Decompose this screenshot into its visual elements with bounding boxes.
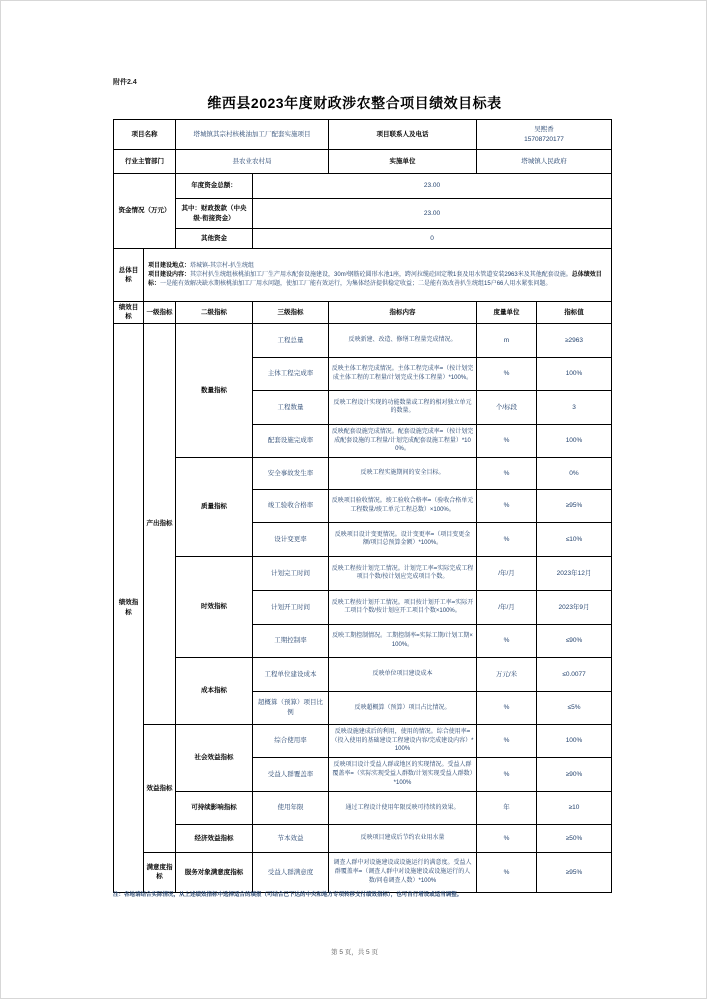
footnote: 注：各地请结合实际情况，从上述绩效指标中选择适合的填报（可结合已下达的中央和地方专项转移支付绩效指标），也可自行增设或适当调整。 xyxy=(113,892,463,898)
table-row xyxy=(114,852,612,892)
impl-unit-label: 实施单位 xyxy=(329,150,477,174)
indicator-name: 使用年限 xyxy=(253,791,329,824)
level2-timeliness: 时效指标 xyxy=(176,556,253,657)
overall-loc-label: 项目建设地点： xyxy=(148,262,191,269)
indicator-content: 反映工程按计划开工情况。项目按计划开工率=实际开工项目个数/按计划应开工项目个数×100%。 xyxy=(329,590,477,624)
funding-other-value: 0 xyxy=(253,229,612,249)
table-row xyxy=(114,556,612,590)
indicator-unit: % xyxy=(477,724,537,757)
header-perf-goal: 绩效目标 xyxy=(114,302,144,324)
overall-perf-goal-label: 总体绩效目标： xyxy=(148,271,602,287)
level2-cost: 成本指标 xyxy=(176,657,253,724)
page-title: 维西县2023年度财政涉农整合项目绩效目标表 xyxy=(207,95,502,111)
indicator-content: 反映工程实施期间的安全目标。 xyxy=(329,457,477,489)
indicator-unit: % xyxy=(477,757,537,791)
funding-other-label: 其他资金 xyxy=(176,229,253,249)
indicator-name: 竣工验收合格率 xyxy=(253,489,329,522)
indicator-unit: % xyxy=(477,522,537,556)
indicator-content: 反映新建、改造、修缮工程量完成情况。 xyxy=(329,323,477,357)
header-unit: 度量单位 xyxy=(477,302,537,324)
contact-value xyxy=(477,120,612,150)
indicator-unit: % xyxy=(477,691,537,724)
table-row xyxy=(114,724,612,757)
indicator-unit: 年 xyxy=(477,791,537,824)
indicator-name: 设计变更率 xyxy=(253,522,329,556)
perf-left-label: 绩效指标 xyxy=(114,323,144,892)
level2-economic-benefit: 经济效益指标 xyxy=(176,824,253,852)
contact-phone: 15708720177 xyxy=(524,135,564,143)
indicator-value: ≤0.0077 xyxy=(537,657,612,691)
indicator-name: 工程单位建设成本 xyxy=(253,657,329,691)
indicator-content: 反映超概算（预算）项目占比情况。 xyxy=(329,691,477,724)
indicator-unit: % xyxy=(477,624,537,657)
indicator-content: 反映主体工程完成情况。主体工程完成率=（按计划完成主体工程的工程量/计划完成主体工程量）*100%。 xyxy=(329,357,477,390)
level2-sustainability: 可持续影响指标 xyxy=(176,791,253,824)
dept-value: 县农业农村局 xyxy=(176,150,329,174)
funding-total-label: 年度资金总额： xyxy=(176,174,253,199)
indicator-value: ≤5% xyxy=(537,691,612,724)
indicator-name: 计划完工时间 xyxy=(253,556,329,590)
indicator-name: 主体工程完成率 xyxy=(253,357,329,390)
impl-unit-value: 塔城镇人民政府 xyxy=(477,150,612,174)
table-row xyxy=(114,824,612,852)
indicator-value: 100% xyxy=(537,357,612,390)
indicator-name: 计划开工时间 xyxy=(253,590,329,624)
indicator-value: ≤90% xyxy=(537,624,612,657)
indicator-unit: 万元/米 xyxy=(477,657,537,691)
indicator-value: ≥90% xyxy=(537,757,612,791)
indicator-value: 100% xyxy=(537,424,612,457)
indicator-unit: % xyxy=(477,424,537,457)
overall-content-label: 项目建设内容： xyxy=(148,271,191,278)
main-table xyxy=(113,119,612,893)
indicator-value: ≥10 xyxy=(537,791,612,824)
overall-loc: 塔城镇-其宗村-扒生统组 xyxy=(190,262,255,269)
indicator-value: ≥95% xyxy=(537,489,612,522)
table-row xyxy=(114,150,612,174)
funding-label: 资金情况（万元） xyxy=(114,174,176,249)
table-row xyxy=(114,657,612,691)
indicator-unit: % xyxy=(477,852,537,892)
indicator-unit: % xyxy=(477,489,537,522)
project-name-value: 塔城镇其宗村核桃油加工厂配套实施项目 xyxy=(176,120,329,150)
overall-content: 其宗村扒生统组核桃油加工厂生产用水配套设施建设，30m³钢筋砼圆形水池1座，跨河拉缆砼固定墩1套及用水管道安装2963米及其他配套设施。 xyxy=(190,271,572,278)
funding-fiscal-value: 23.00 xyxy=(253,199,612,229)
indicator-unit: % xyxy=(477,457,537,489)
indicator-content: 反映设施建成后的利用，使用的情况。综合使用率=（投入使用的基础建设工程建设内容/完成建设内容）*100% xyxy=(329,724,477,757)
indicator-value: ≤10% xyxy=(537,522,612,556)
indicator-name: 节本效益 xyxy=(253,824,329,852)
project-name-label: 项目名称 xyxy=(114,120,176,150)
level2-service-satisfaction: 服务对象满意度指标 xyxy=(176,852,253,892)
indicator-content: 反映工程设计实现的功能数量或工程的相对独立单元的数量。 xyxy=(329,390,477,424)
indicator-value: ≥2963 xyxy=(537,323,612,357)
indicator-value: 2023年9月 xyxy=(537,590,612,624)
level1-output: 产出指标 xyxy=(144,323,176,724)
indicator-name: 超概算（预算）项目比例 xyxy=(253,691,329,724)
header-value: 指标值 xyxy=(537,302,612,324)
level2-quantity: 数量指标 xyxy=(176,323,253,457)
indicator-name: 综合使用率 xyxy=(253,724,329,757)
table-row xyxy=(114,791,612,824)
header-content: 指标内容 xyxy=(329,302,477,324)
funding-total-value: 23.00 xyxy=(253,174,612,199)
indicator-name: 工程数量 xyxy=(253,390,329,424)
table-row xyxy=(114,323,612,357)
indicator-unit: m xyxy=(477,323,537,357)
indicator-content: 反映单位项目建设成本 xyxy=(329,657,477,691)
indicator-value: 3 xyxy=(537,390,612,424)
table-row xyxy=(114,249,612,302)
overall-goal-content xyxy=(144,249,612,302)
indicator-content: 通过工程设计使用年限反映可持续的效果。 xyxy=(329,791,477,824)
level2-quality: 质量指标 xyxy=(176,457,253,556)
indicator-content: 调查人群中对设施建设或设施运行的满意度。受益人群覆盖率=（调查人群中对设施建设或设施运行的人数/问卷调查人数）*100% xyxy=(329,852,477,892)
header-level1: 一级指标 xyxy=(144,302,176,324)
indicator-value: 2023年12月 xyxy=(537,556,612,590)
indicator-content: 反映工程按计划完工情况。计划完工率=实际完成工程项目个数/按计划应完成项目个数。 xyxy=(329,556,477,590)
level1-satisfaction: 满意度指标 xyxy=(144,852,176,892)
performance-target-table xyxy=(113,119,611,893)
indicator-unit: /年/月 xyxy=(477,556,537,590)
indicator-name: 工程总量 xyxy=(253,323,329,357)
indicator-unit: % xyxy=(477,824,537,852)
indicator-name: 受益人群满意度 xyxy=(253,852,329,892)
table-row xyxy=(114,120,612,150)
indicator-name: 受益人群覆盖率 xyxy=(253,757,329,791)
indicator-value: ≥50% xyxy=(537,824,612,852)
contact-label: 项目联系人及电话 xyxy=(329,120,477,150)
funding-fiscal-label: 其中：财政拨款（中央级-衔接资金） xyxy=(176,199,253,229)
indicator-name: 工期控制率 xyxy=(253,624,329,657)
header-level3: 三级指标 xyxy=(253,302,329,324)
indicator-value: 0% xyxy=(537,457,612,489)
page-number: 第 5 页，共 5 页 xyxy=(331,949,378,956)
indicator-content: 反映项目设计受益人群或地区的实现情况。受益人群覆盖率=（实际实现受益人群数/计划实现受益人群数）*100% xyxy=(329,757,477,791)
level1-benefit: 效益指标 xyxy=(144,724,176,852)
indicator-unit: /年/月 xyxy=(477,590,537,624)
indicator-content: 反映工期控制情况。工期控制率=实际工期/计划工期×100%。 xyxy=(329,624,477,657)
indicator-name: 安全事故发生率 xyxy=(253,457,329,489)
header-level2: 二级指标 xyxy=(176,302,253,324)
indicator-unit: % xyxy=(477,357,537,390)
indicator-value: 100% xyxy=(537,724,612,757)
table-row xyxy=(114,229,612,249)
indicator-content: 反映项目建成后节约农业用水量 xyxy=(329,824,477,852)
contact-name: 吴熙香 xyxy=(534,126,554,134)
indicator-unit: 个/标段 xyxy=(477,390,537,424)
level2-social-benefit: 社会效益指标 xyxy=(176,724,253,791)
table-row xyxy=(114,174,612,199)
indicator-content: 反映项目设计变更情况。设计变更率=（项目变更金额/项目总预算金额）*100%。 xyxy=(329,522,477,556)
indicator-name: 配套设施完成率 xyxy=(253,424,329,457)
overall-perf-goal: 一是能有效解决缺水期核桃油加工厂用水问题，使加工厂能有效运行，为集体经济提供稳定收益；二是能有效改善扒生统组15户66人用水紧张问题。 xyxy=(160,280,552,287)
overall-goal-label: 总体目标 xyxy=(114,249,144,302)
table-row xyxy=(114,457,612,489)
attachment-label: 附件2.4 xyxy=(113,79,137,86)
dept-label: 行业主管部门 xyxy=(114,150,176,174)
indicator-content: 反映项目验收情况。竣工验收合格率=（验收合格单元工程数量/竣工单元工程总数）×100%。 xyxy=(329,489,477,522)
table-row xyxy=(114,199,612,229)
table-header-row xyxy=(114,302,612,324)
indicator-value: ≥95% xyxy=(537,852,612,892)
indicator-content: 反映配套设施完成情况。配套设施完成率=（按计划完成配套设施的工程量/计划完成配套设施工程量）*100%。 xyxy=(329,424,477,457)
